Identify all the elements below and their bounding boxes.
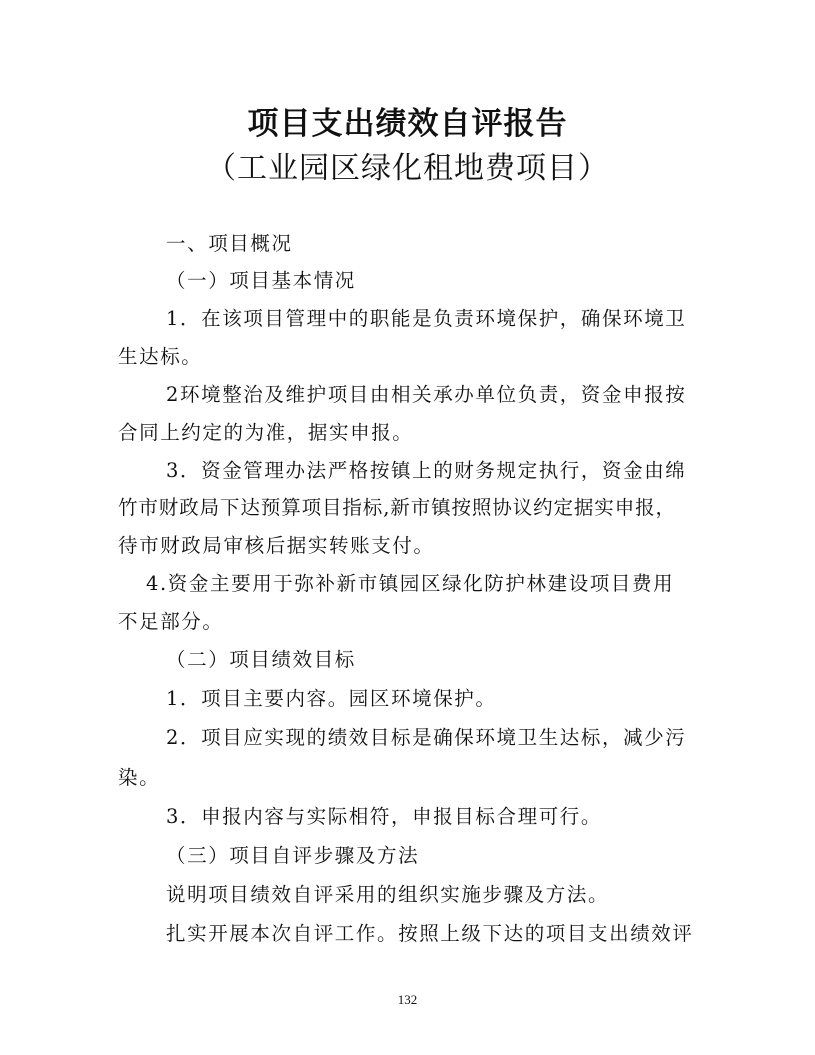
paragraph-line: 3．申报内容与实际相符，申报目标合理可行。 <box>166 805 603 828</box>
paragraph-line: 1．项目主要内容。园区环境保护。 <box>166 687 497 710</box>
paragraph-line: 竹市财政局下达预算项目指标,新市镇按照协议约定据实申报， <box>118 496 676 519</box>
paragraph-line: 生达标。 <box>118 345 203 368</box>
section-heading: 一、项目概况 <box>166 232 293 255</box>
paragraph-line: 染。 <box>118 766 161 789</box>
subsection-heading: （二）项目绩效目标 <box>166 648 356 671</box>
subsection-heading: （三）项目自评步骤及方法 <box>166 844 420 867</box>
paragraph-line: 合同上约定的为准，据实申报。 <box>118 421 414 444</box>
paragraph-line: 2．项目应实现的绩效目标是确保环境卫生达标，减少污 <box>166 726 687 749</box>
paragraph-line: 待市财政局审核后据实转账支付。 <box>118 534 435 557</box>
paragraph-line: 说明项目绩效自评采用的组织实施步骤及方法。 <box>166 883 610 906</box>
paragraph-line: 1．在该项目管理中的职能是负责环境保护，确保环境卫 <box>166 307 687 330</box>
document-subtitle: （工业园区绿化租地费项目） <box>206 151 609 186</box>
paragraph-line: 2环境整治及维护项目由相关承办单位负责，资金申报按 <box>166 383 687 406</box>
subsection-heading: （一）项目基本情况 <box>166 269 356 292</box>
paragraph-line: 4.资金主要用于弥补新市镇园区绿化防护林建设项目费用 <box>146 572 675 595</box>
document-title: 项目支出绩效自评报告 <box>247 106 568 142</box>
paragraph-line: 不足部分。 <box>118 610 224 633</box>
paragraph-line: 3．资金管理办法严格按镇上的财务规定执行，资金由绵 <box>166 459 687 482</box>
page-number: 132 <box>397 992 418 1007</box>
paragraph-line: 扎实开展本次自评工作。按照上级下达的项目支出绩效评 <box>166 922 694 945</box>
